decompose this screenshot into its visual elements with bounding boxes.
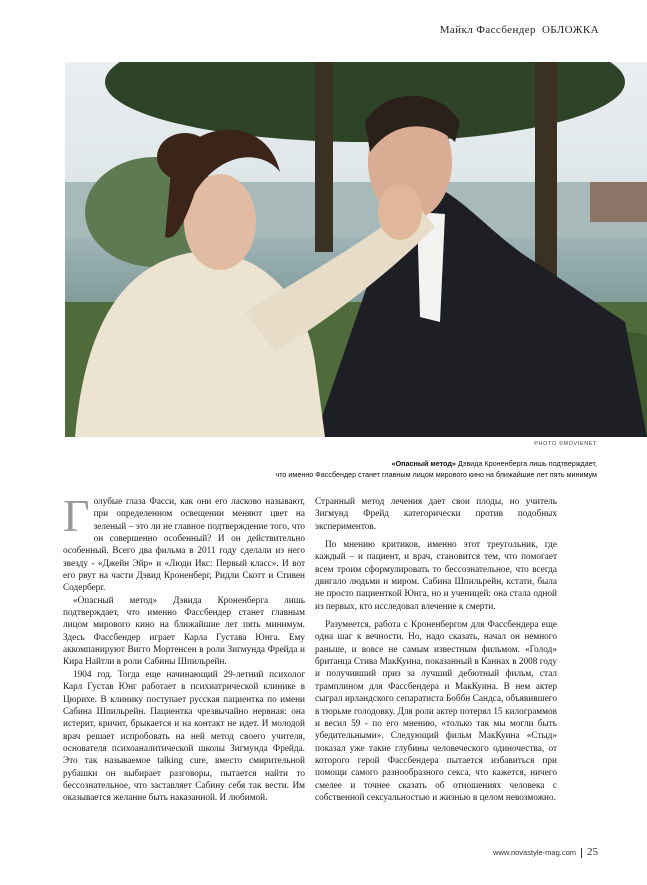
- article-column-right: [315, 496, 557, 804]
- article-paragraph: 1904 год. Тогда еще начинающий 29-летний психолог Карл Густав Юнг работает в психиатрической клинике в Цюрихе. В клинику поступает русская пациентка по имени Сабина Шпильрейн. Пациентка чрезвычайно нервная: она истерит, кричит, брыкается и на контакт не идет. И молодой врач решает испробовать на ней метод своего учителя, основателя психоаналитической школы Зигмунда Фрейда. Это так называемое talking cure, вместо смирительной рубашки он выбирает разговоры, пытается найти то бессознательное, что заставляет Сабину себя так вести. Им оказывается желание быть наказанной. И любимой.: [63, 669, 305, 804]
- magazine-url: www.novastyle-mag.com: [493, 848, 576, 857]
- running-head: [440, 24, 599, 36]
- photo-credit: PHOTO ©MOVIENET: [534, 441, 597, 447]
- footer-divider: [581, 848, 582, 858]
- running-head-name: Майкл Фассбендер: [439, 24, 536, 36]
- film-still-illustration: [65, 62, 647, 437]
- running-head-section: ОБЛОЖКА: [541, 24, 599, 36]
- caption-line-1: Дэвида Кроненберга лишь подтверждает,: [455, 459, 597, 468]
- drop-cap: Г: [63, 490, 90, 541]
- article-paragraph: «Опасный метод» Дэвида Кроненберга лишь подтверждает, что именно Фассбендер станет главным лицом мирового кино на ближайшие лет пять минимум. Здесь Фассбендер играет Карла Густава Юнга. Ему аккомпанируют Вигго Мортенсен в роли Зигмунда Фрейда и Кира Найтли в роли Сабины Шпильрейн.: [63, 595, 305, 668]
- page-footer: [493, 846, 598, 858]
- article-column-left: [63, 490, 305, 805]
- film-still-photo: [65, 62, 647, 437]
- page-number: 25: [587, 846, 598, 858]
- article-paragraph: Разумеется, работа с Кроненбергом для Фассбендера еще одна шаг к вечности. Но, надо сказать, начал он немного раньше, и вовсе не самым известным фильмом. «Голод» британца Стива МакКуина, показанный в Каннах в 2008 году и получивший приз за лучший дебютный фильм, стал трамплином для Фассбендера и МакКуина. В нем актер сыграл ирландского сепаратиста Боббн Сандса, объявившего в тюрьме голодовку. Для роли актер потерял 15 килограммов и весил 59 - по его мнению, «только так мы могли быть убедительными». Следующий фильм МакКуина «Стыд» показал уже такие глубины человеческого одиночества, от которого герой Фассбендера пытается избавиться при помощи самого разнообразного секса, что кажется, ничего смелее и точнее сказать об отношениях человека с собственной сексуальностью и жизнью в целом невозможно.: [315, 620, 557, 803]
- caption-line-2: что именно Фассбендер станет главным лицом мирового кино на ближайшие лет пять минимум: [275, 470, 597, 479]
- photo-caption: [137, 458, 597, 480]
- article-paragraph: По мнению критиков, именно этот треугольник, где каждый – и пациент, и врач, становится тем, что помогает всем троим сформулировать то бессознательное, что всегда двигало людьми и миром. Сабина Шпильрейн, кстати, была не просто пациенткой Юнга, но и ученицей: она стала одной из первых, кто исследовал влечение к смерти.: [315, 540, 557, 612]
- article-paragraph: Голубые глаза Фасси, как они его ласково называют, при определенном освещении меняют цвет на зеленый – это ли не главное подтверждение того, что он совершенно особенный? И он действительно особенный. Всего два фильма в 2011 году сделали из него звезду - «Джейн Эйр» и «Люди Икс: Первый класс». И вот его рвут на части Дэвид Кроненберг, Ридли Скотт и Стивен Содерберг.: [63, 490, 305, 594]
- article-paragraph: Странный метод лечения дает свои плоды, но учитель Зигмунд Фрейд категорически против подобных экспериментов.: [315, 497, 557, 532]
- caption-film-title: «Опасный метод»: [391, 459, 456, 468]
